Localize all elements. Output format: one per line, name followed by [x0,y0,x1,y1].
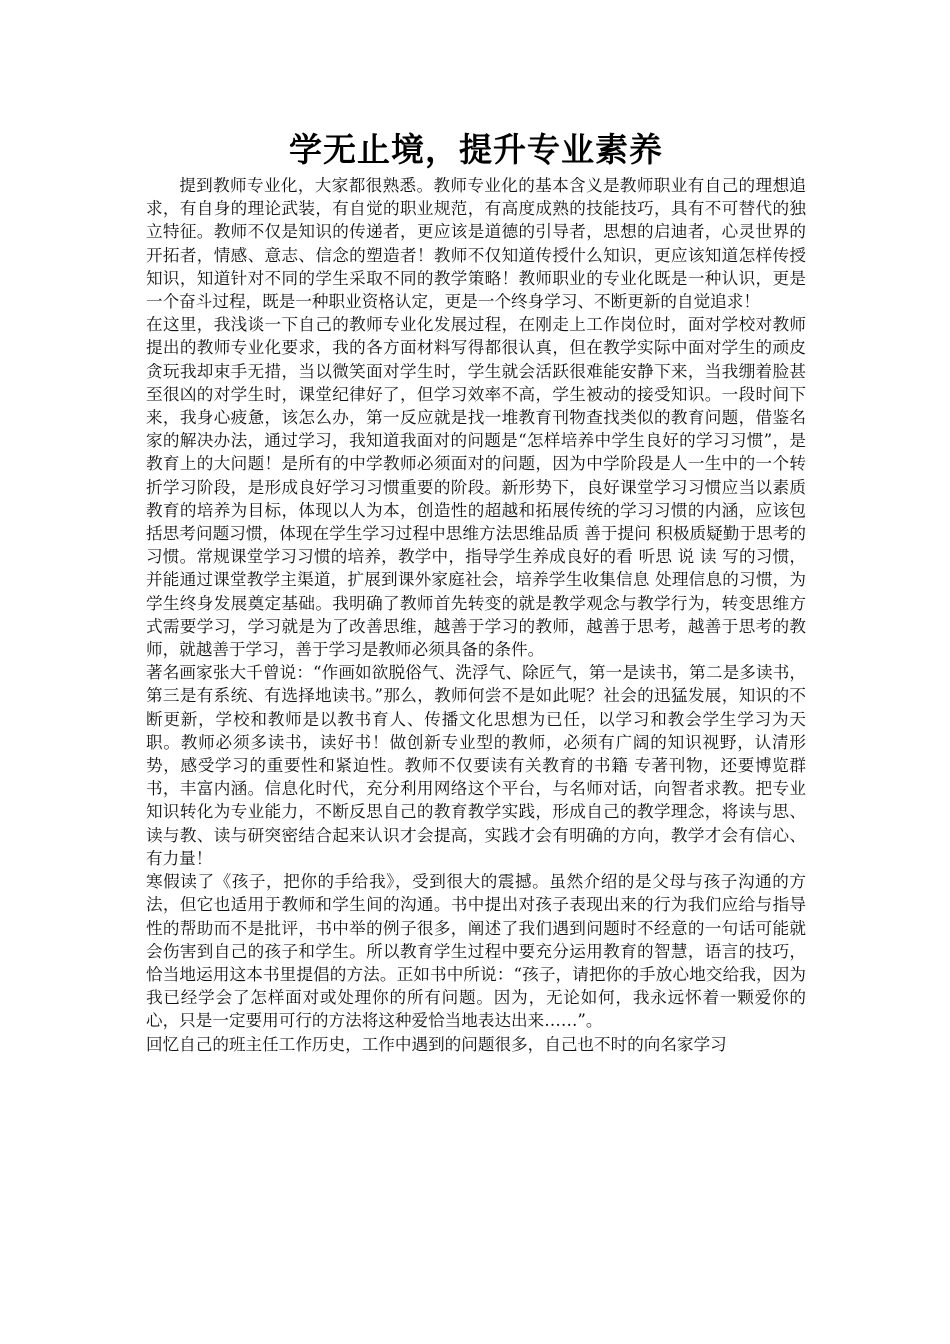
paragraph-reading: 著名画家张大千曾说：“作画如欲脱俗气、洗浮气、除匠气，第一是读书，第二是多读书，第三是有系统、有选择地读书。”那么，教师何尝不是如此呢？社会的迅猛发展，知识的不断更新，学校和教师是以教书育人、传播文化思想为已任，以学习和教会学生学习为天职。教师必须多读书，读好书！做创新专业型的教师，必须有广阔的知识视野，认清形势，感受学习的重要性和紧迫性。教师不仅要读有关教育的书籍 专著刊物，还要博览群书，丰富内涵。信息化时代，充分利用网络这个平台，与名师对话，向智者求教。把专业知识转化为专业能力，不断反思自己的教育教学实践，形成自己的教学理念，将读与思、读与教、读与研突密结合起来认识才会提高，实践才会有明确的方向，教学才会有信心、有力量！ [146,663,806,868]
paragraph-development: 在这里，我浅谈一下自己的教师专业化发展过程，在刚走上工作岗位时，面对学校对教师提出的教师专业化要求，我的各方面材料写得都很认真，但在教学实际中面对学生的顽皮贪玩我却束手无措，当以微笑面对学生时，学生就会活跃很难能安静下来，当我绷着脸甚至很凶的对学生时，课堂纪律好了，但学习效率不高，学生被动的接受知识。一段时间下来，我身心疲惫，该怎么办，第一反应就是找一堆教育刊物查找类似的教育问题，借鉴名家的解决办法，通过学习，我知道我面对的问题是“怎样培养中学生良好的学习习惯”，是教育上的大问题！是所有的中学教师必须面对的问题，因为中学阶段是人一生中的一个转折学习阶段，是形成良好学习习惯重要的阶段。新形势下，良好课堂学习习惯应当以素质教育的培养为目标，体现以人为本，创造性的超越和拓展传统的学习习惯的内涵，应该包括思考问题习惯，体现在学生学习过程中思维方法思维品质 善于提问 积极质疑勤于思考的习惯。常规课堂学习习惯的培养，教学中，指导学生养成良好的看 听思 说 读 写的习惯，并能通过课堂教学主渠道，扩展到课外家庭社会，培养学生收集信息 处理信息的习惯，为学生终身发展奠定基础。我明确了教师首先转变的就是教学观念与教学行为，转变思维方式需要学习，学习就是为了改善思维，越善于学习的教师，越善于思考，越善于思考的教师，就越善于学习，善于学习是教师必须具备的条件。 [146,315,806,660]
document-body [146,174,806,1056]
paragraph-intro: 提到教师专业化，大家都很熟悉。教师专业化的基本含义是教师职业有自己的理想追求，有自身的理论武装，有自觉的职业规范，有高度成熟的技能技巧，具有不可替代的独立特征。教师不仅是知识的传递者，更应该是道德的引导者，思想的启迪者，心灵世界的开拓者，情感、意志、信念的塑造者！教师不仅知道传授什么知识，更应该知道怎样传授知识，知道针对不同的学生采取不同的教学策略！教师职业的专业化既是一种认识，更是一个奋斗过程，既是一种职业资格认定，更是一个终身学习、不断更新的自觉追求！ [146,176,806,312]
document-title: 学无止境，提升专业素养 [289,130,663,169]
paragraph-book: 寒假读了《孩子，把你的手给我》，受到很大的震撼。虽然介绍的是父母与孩子沟通的方法，但它也适用于教师和学生间的沟通。书中提出对孩子表现出来的行为我们应给与指导性的帮助而不是批评，书中举的例子很多，阐述了我们遇到问题时不经意的一句话可能就会伤害到自己的孩子和学生。所以教育学生过程中要充分运用教育的智慧，语言的技巧，恰当地运用这本书里提倡的方法。正如书中所说：“孩子，请把你的手放心地交给我，因为我已经学会了怎样面对或处理你的所有问题。因为，无论如何，我永远怀着一颗爱你的心，只是一定要用可行的方法将这种爱恰当地表达出来……”。 [146,872,806,1031]
paragraph-recollection: 回忆自己的班主任工作历史，工作中遇到的问题很多，自己也不时的向名家学习 [146,1034,727,1054]
